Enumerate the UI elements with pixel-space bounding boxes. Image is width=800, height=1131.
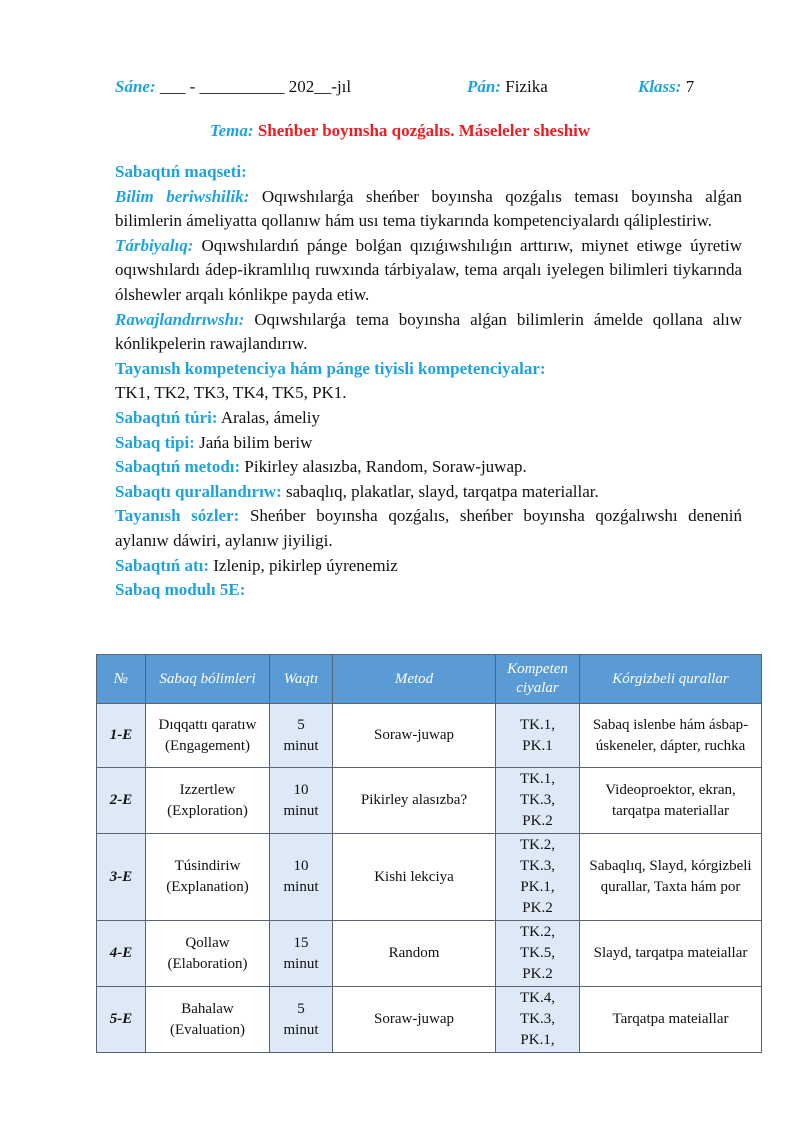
lesson-type-value: Aralas, ámeliy [220,407,320,427]
section-cell [146,834,270,921]
lesson-kind-label: Sabaq tipi: [115,432,195,452]
subject-value: Fizika [505,77,548,96]
stage-cell: 4-E [97,921,146,987]
table-row [97,704,762,768]
subject-label: Pán: [467,77,501,96]
equipment-value: sabaqlıq, plakatlar, slayd, tarqatpa materiallar. [286,481,599,501]
method-cell: Kishi lekciya [333,834,496,921]
competencies-value: TK1, TK2, TK3, TK4, TK5, PK1. [115,383,347,403]
date-field [115,77,351,97]
goal-upbringing-label: Tárbiyalıq: [115,235,194,255]
method-label: Sabaqtıń metodı: [115,457,241,477]
goal-upbringing [115,234,742,308]
stage-cell: 1-E [97,704,146,768]
table-row [97,768,762,834]
keywords-label: Tayanısh sózler: [115,506,240,526]
stage-cell: 5-E [97,987,146,1053]
col-sections: Sabaq bólimleri [146,655,270,704]
goal-upbringing-text: Oqıwshılardıń pánge bolǵan qızıǵıwshılıǵın arttırıw, miynet etiwge úyretiw oqıwshılardı ádep-ikramlılıq ruwxında tárbiyalaw, tema arqalı iyelegen bilimleri tiykarında ólshewler arqalı kónlikpe payda etiw. [115,235,742,304]
competency-code: PK.1 [522,737,553,754]
competency-code: TK.3, [520,1011,555,1027]
stage-cell: 3-E [97,834,146,921]
col-competencies [496,655,580,704]
section-name: Túsindiriw [174,858,241,874]
time-cell [270,704,333,768]
competency-code: TK.3, [520,792,555,808]
class-value: 7 [685,77,695,96]
competency-code: TK.4, [520,990,555,1006]
tools-cell: Tarqatpa mateiallar [580,987,762,1053]
table-row [97,921,762,987]
section-name: Qollaw [185,934,230,951]
motto-label: Sabaqtıń atı: [115,555,209,575]
date-label: Sáne: [115,77,156,96]
col-tools: Kórgizbeli qurallar [580,655,762,704]
competency-code: TK.2, [520,924,555,940]
module-label: Sabaq modulı 5E: [115,580,246,600]
section-english: (Explanation) [166,879,249,895]
lesson-stages-table [96,654,762,1053]
subject-field [467,77,548,97]
time-unit: minut [283,955,319,972]
time-amount: 10 [293,781,309,798]
time-cell [270,768,333,834]
section-name: Izzertlew [179,781,236,798]
time-amount: 5 [297,1000,305,1017]
time-amount: 15 [293,934,309,951]
tools-cell: Sabaq islenbe hám ásbap-úskeneler, dápter, ruchka [580,704,762,768]
goal-developing-text: Oqıwshılarǵa tema boyınsha alǵan bilimlerin ámelde qollana alıw kónlikpelerin rawajlandırıw. [115,309,743,354]
topic-label: Tema: [209,121,254,140]
time-cell [270,834,333,921]
class-label: Klass: [638,77,682,96]
lesson-details [115,160,742,603]
competency-code: TK.1, [520,771,555,787]
section-name: Dıqqattı qaratıw [158,716,257,733]
competency-code: TK.3, [520,858,555,874]
method-cell: Random [333,921,496,987]
section-cell [146,768,270,834]
time-unit: minut [283,879,319,895]
method-cell: Pikirley alasızba? [333,768,496,834]
time-cell [270,921,333,987]
col-num: № [97,655,146,704]
table-row [97,987,762,1053]
tools-cell: Videoproektor, ekran, tarqatpa materiallar [580,768,762,834]
stage-cell: 2-E [97,768,146,834]
competency-code: TK.1, [520,716,555,733]
competencies-label: Tayanısh kompetenciya hám pánge tiyisli kompetenciyalar: [115,358,546,378]
goal-developing-label: Rawajlandırıwshı: [115,309,245,329]
date-value: ___ - __________ 202__-jıl [159,77,352,96]
section-cell [146,987,270,1053]
goal-educational-text: Oqıwshılarǵa sheńber boyınsha qozǵalıs teması boyınsha alǵan bilimlerin ámeliyatta qollanıw hám usı tema tiykarında kompetenciyalardı qáliplestiriw. [115,186,743,231]
competency-code: TK.5, [520,945,555,961]
col-competencies-line-2: ciyalar [516,680,559,696]
table-row [97,834,762,921]
lesson-type-label: Sabaqtıń túri: [115,407,218,427]
topic-line [0,121,800,141]
section-english: (Exploration) [167,802,248,819]
col-competencies-line-1: Kompeten [507,661,568,677]
section-name: Bahalaw [181,1000,234,1017]
table-header-row [97,655,762,704]
time-unit: minut [283,802,319,819]
goal-educational [115,185,742,234]
time-amount: 10 [293,858,309,874]
goal-educational-label: Bilim beriwshilik: [115,186,250,206]
class-field [638,77,694,97]
competency-code: PK.2 [522,813,553,829]
col-time: Waqtı [270,655,333,704]
competency-cell [496,834,580,921]
time-amount: 5 [297,716,305,733]
tools-cell: Slayd, tarqatpa mateiallar [580,921,762,987]
section-english: (Evaluation) [170,1021,245,1038]
competency-cell [496,987,580,1053]
equipment-label: Sabaqtı qurallandırıw: [115,481,282,501]
competency-cell [496,704,580,768]
tools-cell: Sabaqlıq, Slayd, kórgizbeli qurallar, Taxta hám por [580,834,762,921]
motto-value: Izlenip, pikirlep úyrenemiz [213,555,398,575]
method-cell: Soraw-juwap [333,704,496,768]
time-cell [270,987,333,1053]
section-english: (Engagement) [165,737,250,754]
section-english: (Elaboration) [167,955,248,972]
competency-cell [496,921,580,987]
competency-code: PK.1, [520,1032,555,1048]
section-cell [146,921,270,987]
time-unit: minut [283,1021,319,1038]
competency-cell [496,768,580,834]
time-unit: minut [283,737,319,754]
topic-title: Sheńber boyınsha qozǵalıs. Máseleler sheshiw [257,121,591,140]
competency-code: PK.1, [520,879,555,895]
keywords [115,504,742,553]
goals-heading: Sabaqtıń maqseti: [115,162,247,181]
method-cell: Soraw-juwap [333,987,496,1053]
competency-code: TK.2, [520,837,555,853]
lesson-kind-value: Jańa bilim beriw [199,432,313,452]
goal-developing [115,308,742,357]
col-method: Metod [333,655,496,704]
section-cell [146,704,270,768]
competency-code: PK.2 [522,966,553,982]
keywords-value: Sheńber boyınsha qozǵalıs, sheńber boyınsha qozǵalıwshı deneniń aylanıw dáwiri, aylanıw jiyiligi. [115,506,742,550]
competency-code: PK.2 [522,900,553,916]
method-value: Pikirley alasızba, Random, Soraw-juwap. [244,457,527,477]
